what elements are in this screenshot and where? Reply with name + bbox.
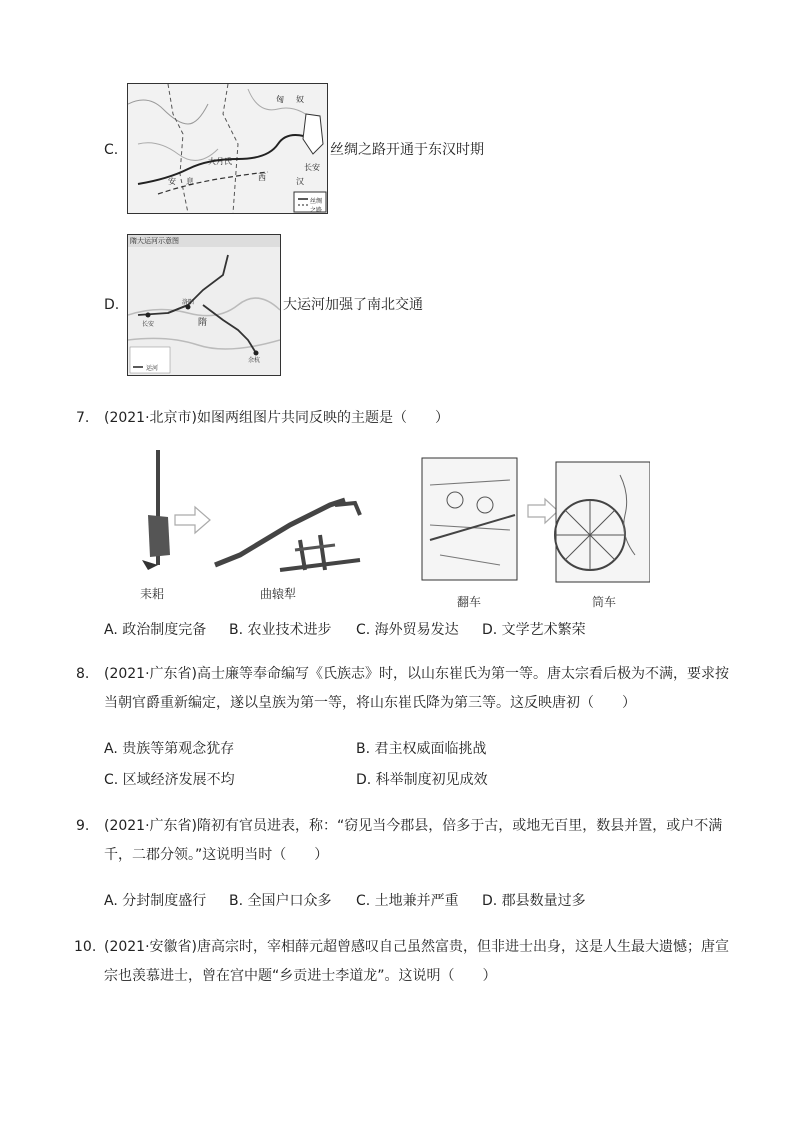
option-d-text: 大运河加强了南北交通 <box>283 297 423 313</box>
q9-option-d[interactable]: D. 郡县数量过多 <box>482 893 586 909</box>
q9-option-a[interactable]: A. 分封制度盛行 <box>104 893 207 909</box>
canal-map-title: 隋大运河示意图 <box>130 237 179 245</box>
map-label-xiongnu-1: 匈 <box>276 95 284 104</box>
caption-quyuanli: 曲辕犁 <box>260 587 297 601</box>
caption-tongche: 筒车 <box>592 595 617 609</box>
map-legend-silk-road: 丝绸之路 <box>310 198 323 214</box>
canal-label-luoyang: 洛阳 <box>182 299 195 306</box>
q9-option-c[interactable]: C. 土地兼并严重 <box>356 893 459 909</box>
canal-label-changan: 长安 <box>142 321 155 328</box>
q9-number: 9. <box>76 818 90 834</box>
q10-number: 10. <box>74 939 97 955</box>
caption-leisi: 耒耜 <box>140 587 165 601</box>
q9-stem-line2: 千，二郡分领。”这说明当时（ ） <box>104 847 329 863</box>
option-d-letter: D. <box>104 297 120 313</box>
option-c-letter: C. <box>104 142 119 158</box>
q10-stem-line1: (2021·安徽省)唐高宗时，宰相薛元超曾感叹自己虽然富贵，但非进士出身，这是人生最大遗憾；唐宣 <box>104 939 730 955</box>
q7-option-c[interactable]: C. 海外贸易发达 <box>356 622 459 638</box>
map-label-dayuezhi: 大月氏 <box>208 157 232 166</box>
map-label-anxi-1: 安 <box>168 177 176 186</box>
q8-option-a[interactable]: A. 贵族等第观念犹存 <box>104 741 235 757</box>
q8-option-c[interactable]: C. 区域经济发展不均 <box>104 772 235 788</box>
q9-option-b[interactable]: B. 全国户口众多 <box>229 893 332 909</box>
q8-stem-line1: (2021·广东省)高士廉等奉命编写《氏族志》时，以山东崔氏为第一等。唐太宗看后极为不满，要求按 <box>104 666 730 682</box>
canal-label-yuhang: 余杭 <box>248 357 261 364</box>
farming-tools-figure <box>130 445 650 615</box>
q8-option-d[interactable]: D. 科举制度初见成效 <box>356 772 488 788</box>
option-c-text: 丝绸之路开通于东汉时期 <box>330 142 484 158</box>
q7-option-b[interactable]: B. 农业技术进步 <box>229 622 332 638</box>
map-label-han: 汉 <box>296 177 304 186</box>
map-label-changan: 长安 <box>304 163 320 172</box>
q7-option-a[interactable]: A. 政治制度完备 <box>104 622 207 638</box>
q8-option-b[interactable]: B. 君主权威面临挑战 <box>356 741 487 757</box>
q9-stem-line1: (2021·广东省)隋初有官员进表，称：“窃见当今郡县，倍多于古，或地无百里，数县并置，或户不满 <box>104 818 723 834</box>
q10-stem-line2: 宗也羡慕进士，曾在宫中题“乡贡进士李道龙”。这说明（ ） <box>104 968 497 984</box>
map-label-xi: 西 <box>258 173 266 182</box>
q7-number: 7. <box>76 410 90 426</box>
q7-stem: (2021·北京市)如图两组图片共同反映的主题是（ ） <box>104 410 450 426</box>
silk-road-map <box>127 83 328 214</box>
canal-label-sui: 隋 <box>198 318 208 328</box>
q7-option-d[interactable]: D. 文学艺术繁荣 <box>482 622 586 638</box>
canal-legend-canal: 运河 <box>146 365 159 372</box>
caption-fanche: 翻车 <box>457 595 482 609</box>
q8-number: 8. <box>76 666 90 682</box>
map-label-anxi-2: 息 <box>186 177 194 186</box>
grand-canal-map <box>127 234 281 376</box>
q8-stem-line2: 当朝官爵重新编定，遂以皇族为第一等，将山东崔氏降为第三等。这反映唐初（ ） <box>104 695 636 711</box>
map-label-xiongnu-2: 奴 <box>296 95 304 104</box>
